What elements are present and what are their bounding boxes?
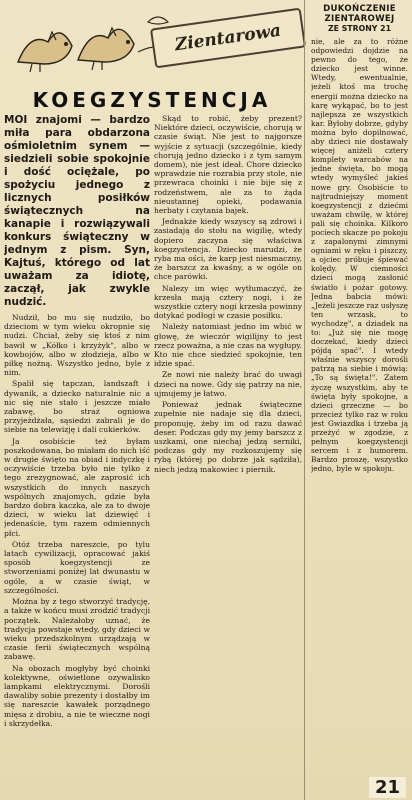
continuation-column bbox=[304, 0, 412, 800]
article-paragraph: Skąd to robić, żeby prezent? Niektóre dzieci, oczywiście, chorują w czasie świąt. Nie jest to najgorsze wyjście z sytuacji (szczególnie, kiedy chorują jedno dziecko i z tym samym domem), nie jest ideał. Chore dziecko wprawdzie nie rozrabia przy stole, nie przewraca choinki i nie bije się z rodzeństwem, ale za to żąda nieustannej opieki, podawania herbaty i czytania bajek. bbox=[154, 114, 302, 216]
article-column-1 bbox=[4, 114, 150, 764]
article-paragraph: Można by z tego stworzyć tradycję, a także w końcu musi zrodzić tradycji początek. Należałoby uznać, że tradycja powstaje wtedy, gdy dzieci w wieku przedszkolnym urządzają w czasie ferii świątecznych wspólną zabawę. bbox=[4, 597, 150, 662]
article-paragraph: Ponieważ jednak świąteczne zupełnie nie nadaje się dla dzieci, proponuję, żeby im od razu dawać deser. Podczas gdy my jemy barszcz z uszkami, one niechaj jedzą serniki, podczas gdy my rozkoszujemy się rybą (której po dobrze jak sądziła), niech jedzą makowiec i piernik. bbox=[154, 400, 302, 474]
article-paragraph: Nalezy im więc wytłumaczyć, że krzesła mają cztery nogi, i że wszystkie cztery nogi krzesła powinny dotykać podłogi w czasie posiłku. bbox=[154, 283, 302, 321]
article-paragraph: Nudził, bo mu się nudziło, bo dzieciom w tym wieku okropnie się nudzi. Chciał, żeby się ktoś z nim bawił w „Kółko i krzyżyk", albo w kowbojów, albo w złodzieja, albo w piłkę nożną. Wszystko jedno, byle z nim. bbox=[4, 313, 150, 378]
page-number: 21 bbox=[369, 777, 406, 798]
article-paragraph: Jednakże kiedy wszyscy są zdrowi i zasiadają do stołu na wigilię, wtedy dopiero zaczyna się właściwa koegzystencja. Dziecko marudzi, że ryba ma ości, że karp jest niesmaczny, że barszcz za kwaśny, a w ogóle on chce parówki. bbox=[154, 217, 302, 282]
continuation-subtitle: ZE STRONY 21 bbox=[328, 24, 391, 33]
continuation-title: DUKOŃCZENIE ZIENTAROWEJ bbox=[323, 4, 396, 24]
article-paragraph: Spalił się tapczan, landszaft i dywanik, a dziecko naturalnie nic a nic się nie stało i jeszcze miało zabawę, bo straż ogniowa przyjeżdżała, sąsiedzi zabrali je do siebie na telewizję i dali cukierków. bbox=[4, 379, 150, 435]
article-title: KOEGZYSTENCJA bbox=[32, 88, 272, 112]
article-paragraph: Należy natomiast jedno im wbić w głowę, że wieczór wigilijny to jest rzecz poważna, a nie czas na wygłupy. Kto nie chce siedzieć spokojnie, ten idzie spać. bbox=[154, 322, 302, 369]
article-header bbox=[4, 0, 300, 85]
column-ribbon: Zientarowa bbox=[150, 8, 306, 69]
continuation-text: nie, ale za to różne odpowiedzi dojdzie na pewno do tego, że dziecko jest winne. Wtedy, ewentualnie, jeżeli ktoś ma trochę energii można dziecko na karę wykąpać, bo to jest najlepsza ze wszystkich kar. Byłoby dobrze, gdyby można było dopilnować, aby dzieci nie dostawały więcej aniżeli cztery komplety warcabów na jedne święta, bo mogą wtedy wymyśleć jakieś nowe gry. Osobiście to najtrudniejszy moment koegzystencji z dziećmi uważam chwilę, w której pali się choinka. Kilkoro pociech skacze po pokoju z zapalonymi zimnymi ogniami w ręku i piszczy, a ojciec próbuje śpiewać kolędy. W ciemności dzieci mogą zasłonić światło i pożar gotowy. Jedna babcia mówi: „Jeżeli jeszcze raz usłyszę ten wrzask, to wychodzę", a dziadek na to: „Już się nie mogę doczekać, kiedy dzieci pójdą spać". I wtedy właśnie wszyscy dorośli patrzą na siebie i mówią: „To są święta!". Zatem życzę wszystkim, aby te święta były spokojne, a dzieci grzeczne — bo przecież tylko raz w roku jest Gwiazdka i trzeba ją przeżyć w zgodzie, z pełnym koegzystencji sercem i z humorem. Bardzo proszę, wszystko jedno, byle w spokoju. bbox=[311, 37, 408, 474]
article-paragraph: Ja osobiście też byłam poszkodowana, bo miałam do nich iść w drugie święto na obiad i indyczkę i oczywiście trzeba było nie tylko z tego zrezygnować, ale zaprosić ich wszystkich do innych naszych wspólnych znajomych, gdzie była bardzo dobra kaczka, ale za to dwoje dzieci, w wieku lat dziewięć i jedenaście, tym razem odmiennych płci. bbox=[4, 436, 150, 538]
article-column-2 bbox=[154, 114, 302, 764]
article-paragraph: Na obozach mogłyby być choinki kolektywne, oświetlone ozywalisko lampkami elektrycznymi. Dorośli dawaliby sobie prezenty i dostałby im się nareszcie kawałek porządnego mięsa z drobiu, a nie te wieczne nogi i skrzydełka. bbox=[4, 663, 150, 728]
article-paragraph: Ze nowi nie należy brać do uwagi dzieci na nowe. Gdy się patrzy na nie, ujmujemy je łatwo. bbox=[154, 370, 302, 398]
article-lead: MOI znajomi — bardzo miła para obdarzona ośmioletnim synem — siedzieli sobie spokojnie i dość ociężale, po spożyciu jednego z licznych posiłków świątecznych na kanapie i rozwiązywali konkurs świąteczny w jednym z pism. Syn, Kajtuś, którego od lat uważam za idiotę, zaczął, jak zwykle nudzić. bbox=[4, 114, 150, 308]
article-paragraph: Otóż trzeba nareszcie, po tylu latach cywilizacji, opracować jakiś sposób koegzystencji ze stworzeniami poniżej lat dwunastu w ogóle, a w czasie świąt, w szczególności. bbox=[4, 539, 150, 595]
